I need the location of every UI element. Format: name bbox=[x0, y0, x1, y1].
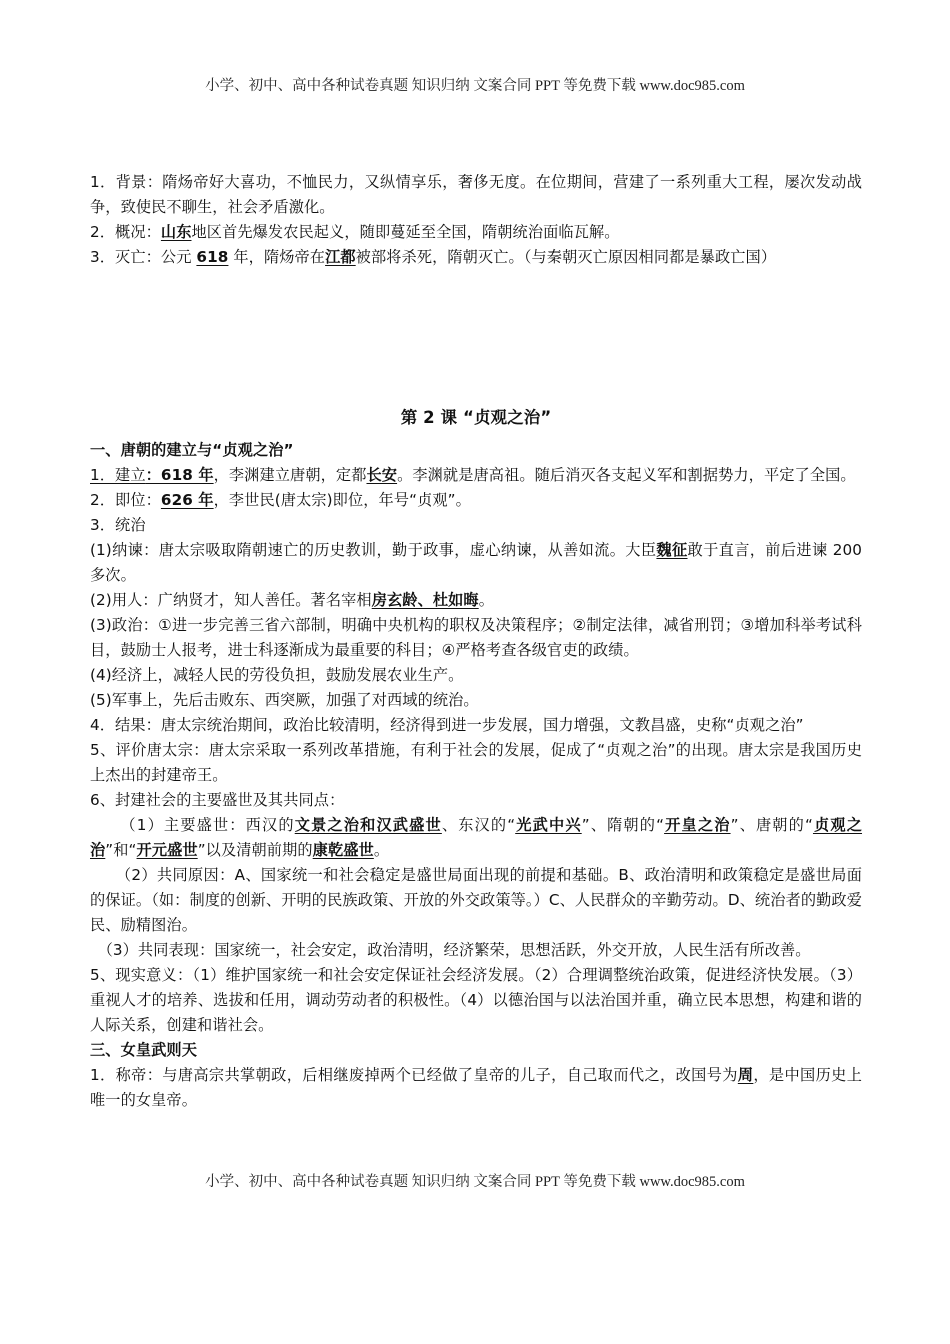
page-header-watermark: 小学、初中、高中各种试卷真题 知识归纳 文案合同 PPT 等免费下载 www.doc985.com bbox=[205, 78, 745, 94]
paragraph-prosperity-2: （2）共同原因：A、国家统一和社会稳定是盛世局面出现的前提和基础。B、政治清明和政策稳定是盛世局面的保证。（如：制度的创新、开明的民族政策、开放的外交政策等。）C、人民群众的辛勤劳动。D、统治者的勤政爱民、励精图治。 bbox=[90, 866, 862, 934]
paragraph-background: 1．背景：隋炀帝好大喜功，不恤民力，又纵情享乐，奢侈无度。在位期间，营建了一系列重大工程，屡次发动战争，致使民不聊生，社会矛盾激化。 bbox=[90, 173, 862, 216]
paragraph-overview bbox=[90, 220, 862, 245]
sui-fall-section bbox=[90, 170, 862, 270]
section-heading-1: 一、唐朝的建立与“贞观之治” bbox=[90, 441, 294, 459]
text: 3．灭亡：公元 bbox=[90, 248, 197, 266]
text: 2．概况： bbox=[90, 223, 161, 241]
text: ”、唐朝的“ bbox=[730, 816, 813, 834]
text: ”、隋朝的“ bbox=[581, 816, 665, 834]
text: 1．建立 bbox=[90, 466, 146, 484]
paragraph-rule-3: (3)政治：①进一步完善三省六部制，明确中央机构的职权及决策程序；②制定法律，减省刑罚；③增加科举考试科目，鼓励士人报考，进士科逐渐成为最重要的科目；④严格考查各级官吏的政绩。 bbox=[90, 616, 862, 659]
paragraph-rule-1 bbox=[90, 538, 862, 588]
text: 、东汉的“ bbox=[441, 816, 516, 834]
paragraph-significance: 5、现实意义：（1）维护国家统一和社会安定保证社会经济发展。（2）合理调整统治政策，促进经济快发展。（3）重视人才的培养、选拔和任用，调动劳动者的积极性。（4）以德治国与以法治国并重，确立民本思想，构建和谐的人际关系，创建和谐社会。 bbox=[90, 966, 862, 1034]
text: 。 bbox=[478, 591, 495, 609]
text: ”以及清朝前期的 bbox=[197, 841, 313, 859]
keyword-guangwu: 光武中兴 bbox=[515, 816, 582, 834]
keyword-ministers: 房玄龄、杜如晦 bbox=[371, 591, 479, 609]
keyword-626-year: 626 年 bbox=[160, 491, 214, 509]
keyword-kaiyuan: 开元盛世 bbox=[136, 841, 198, 859]
lesson-2-section bbox=[90, 405, 862, 1113]
keyword-618: 618 bbox=[196, 248, 229, 266]
text: 。李渊就是唐高祖。随后消灭各支起义军和割据势力，平定了全国。 bbox=[397, 466, 856, 484]
keyword-zhenguan: 贞观之治 bbox=[90, 816, 863, 859]
paragraph-prosperity-3: （3）共同表现：国家统一，社会安定，政治清明，经济繁荣，思想活跃，外交开放，人民生活有所改善。 bbox=[97, 941, 811, 959]
keyword-618-year: ：618 年 bbox=[145, 466, 214, 484]
paragraph-founding bbox=[90, 463, 862, 488]
paragraph-result: 4．结果：唐太宗统治期间，政治比较清明，经济得到进一步发展，国力增强，文教昌盛，史称“贞观之治” bbox=[90, 716, 804, 734]
text: 1．称帝：与唐高宗共掌朝政，后相继废掉两个已经做了皇帝的儿子，自己取而代之，改国号为 bbox=[90, 1066, 738, 1084]
text: ，李世民(唐太宗)即位，年号“贞观”。 bbox=[213, 491, 471, 509]
keyword-shandong: 山东 bbox=[160, 223, 192, 241]
paragraph-rule-2 bbox=[90, 588, 862, 613]
text: 敢于直言，前后进谏 200 多次。 bbox=[90, 541, 862, 584]
paragraph-prosperity-1 bbox=[90, 813, 862, 863]
paragraph-prosperity-heading: 6、封建社会的主要盛世及其共同点： bbox=[90, 791, 345, 809]
text: 地区首先爆发农民起义，随即蔓延至全国，隋朝统治面临瓦解。 bbox=[191, 223, 620, 241]
text: (2)用人：广纳贤才，知人善任。著名宰相 bbox=[90, 591, 372, 609]
lesson-title: 第 2 课 “贞观之治” bbox=[400, 408, 552, 427]
paragraph-rule-5: (5)军事上，先后击败东、西突厥，加强了对西域的统治。 bbox=[90, 691, 479, 709]
section-heading-3: 三、女皇武则天 bbox=[90, 1041, 198, 1059]
paragraph-accession bbox=[90, 488, 862, 513]
keyword-zhou: 周 bbox=[737, 1066, 754, 1084]
text: ”和“ bbox=[105, 841, 137, 859]
keyword-jiangdu: 江都 bbox=[325, 248, 356, 266]
keyword-kangqian: 康乾盛世 bbox=[312, 841, 374, 859]
text: 2．即位： bbox=[90, 491, 161, 509]
keyword-wenjing: 文景之治和汉武盛世 bbox=[294, 816, 442, 834]
text: （1）主要盛世：西汉的 bbox=[120, 816, 295, 834]
paragraph-rule-4: (4)经济上，减轻人民的劳役负担，鼓励发展农业生产。 bbox=[90, 666, 464, 684]
paragraph-evaluation: 5、评价唐太宗：唐太宗采取一系列改革措施，有利于社会的发展，促成了“贞观之治”的出现。唐太宗是我国历史上杰出的封建帝王。 bbox=[90, 741, 862, 784]
text: (1)纳谏：唐太宗吸取隋朝速亡的历史教训，勤于政事，虚心纳谏，从善如流。大臣 bbox=[90, 541, 657, 559]
paragraph-rule-heading: 3．统治 bbox=[90, 516, 146, 534]
keyword-kaihuang: 开皇之治 bbox=[664, 816, 731, 834]
text: 被部将杀死，隋朝灭亡。（与秦朝灭亡原因相同都是暴政亡国） bbox=[355, 248, 777, 266]
page-footer-watermark: 小学、初中、高中各种试卷真题 知识归纳 文案合同 PPT 等免费下载 www.doc985.com bbox=[205, 1174, 745, 1190]
text: 年，隋炀帝在 bbox=[228, 248, 326, 266]
text: ，李渊建立唐朝，定都 bbox=[213, 466, 367, 484]
text: 。 bbox=[373, 841, 390, 859]
text: ，是中国历史上唯一的女皇帝。 bbox=[90, 1066, 862, 1109]
keyword-changan: 长安 bbox=[366, 466, 398, 484]
paragraph-collapse bbox=[90, 245, 862, 270]
paragraph-wu-zetian bbox=[90, 1063, 862, 1113]
keyword-weizheng: 魏征 bbox=[656, 541, 688, 559]
